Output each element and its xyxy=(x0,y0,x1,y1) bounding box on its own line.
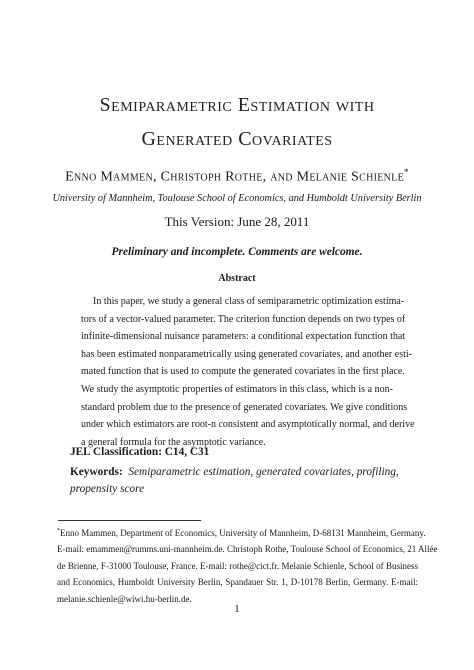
author-list xyxy=(0,167,474,186)
abstract-line: We study the asymptotic properties of estimators in this class, which is a non- xyxy=(81,383,393,395)
keywords xyxy=(70,464,410,498)
abstract-body xyxy=(81,293,415,451)
abstract-heading: Abstract xyxy=(218,273,256,284)
affiliation: University of Mannheim, Toulouse School of Economics, and Humboldt University Berlin xyxy=(52,193,422,204)
abstract-line: a general formula for the asymptotic variance. xyxy=(81,436,266,448)
footnote-marker: * xyxy=(57,528,60,534)
abstract-line: tors of a vector-valued parameter. The criterion function depends on two types of xyxy=(81,313,406,325)
footnote-line: de Brienne, F-31000 Toulouse, France. E-mail: rothe@cict.fr. Melanie Schienle, School of Business xyxy=(57,560,418,571)
jel-classification: JEL Classification: C14, C31 xyxy=(70,446,210,458)
preliminary-note: Preliminary and incomplete. Comments are welcome. xyxy=(111,246,363,258)
keywords-value: Semiparametric estimation, generated covariates, profiling, propensity score xyxy=(70,466,399,495)
footnote-line: and Economics, Humboldt University Berlin, Spandauer Str. 1, D-10178 Berlin, Germany. E-mail: xyxy=(57,577,418,588)
footnote xyxy=(57,523,438,607)
footnote-line: E-mail: emammen@rumms.uni-mannheim.de. Christoph Rothe, Toulouse School of Economics, 21 Allée xyxy=(57,544,438,555)
abstract-line: infinite-dimensional nuisance parameters: a conditional expectation function that xyxy=(81,331,406,343)
abstract-line: under which estimators are root-n consistent and asymptotically normal, and derive xyxy=(81,419,415,431)
footnote-line: melanie.schienle@wiwi.hu-berlin.de. xyxy=(57,593,192,604)
footnote-line: *Enno Mammen, Department of Economics, University of Mannheim, D-68131 Mannheim, Germany. xyxy=(57,528,426,538)
abstract-line: standard problem due to the presence of generated covariates. We give conditions xyxy=(81,401,408,413)
abstract-line: In this paper, we study a general class of semiparametric optimization estima- xyxy=(93,296,405,307)
version-date: This Version: June 28, 2011 xyxy=(164,214,310,229)
page-number: 1 xyxy=(234,603,240,615)
abstract-line: has been estimated nonparametrically using generated covariates, and another esti- xyxy=(81,348,412,360)
author-footnote-marker: * xyxy=(404,167,409,177)
paper-title-line-1: Semiparametric Estimation with xyxy=(99,94,375,116)
footnote-rule xyxy=(58,520,201,521)
paper-title-line-2: Generated Covariates xyxy=(141,128,333,150)
keywords-label: Keywords: xyxy=(70,466,123,478)
author-names: Enno Mammen, Christoph Rothe, and Melanie Schienle xyxy=(65,169,404,185)
abstract-line: mated function that is used to compute the generated covariates in the first place. xyxy=(81,366,405,378)
